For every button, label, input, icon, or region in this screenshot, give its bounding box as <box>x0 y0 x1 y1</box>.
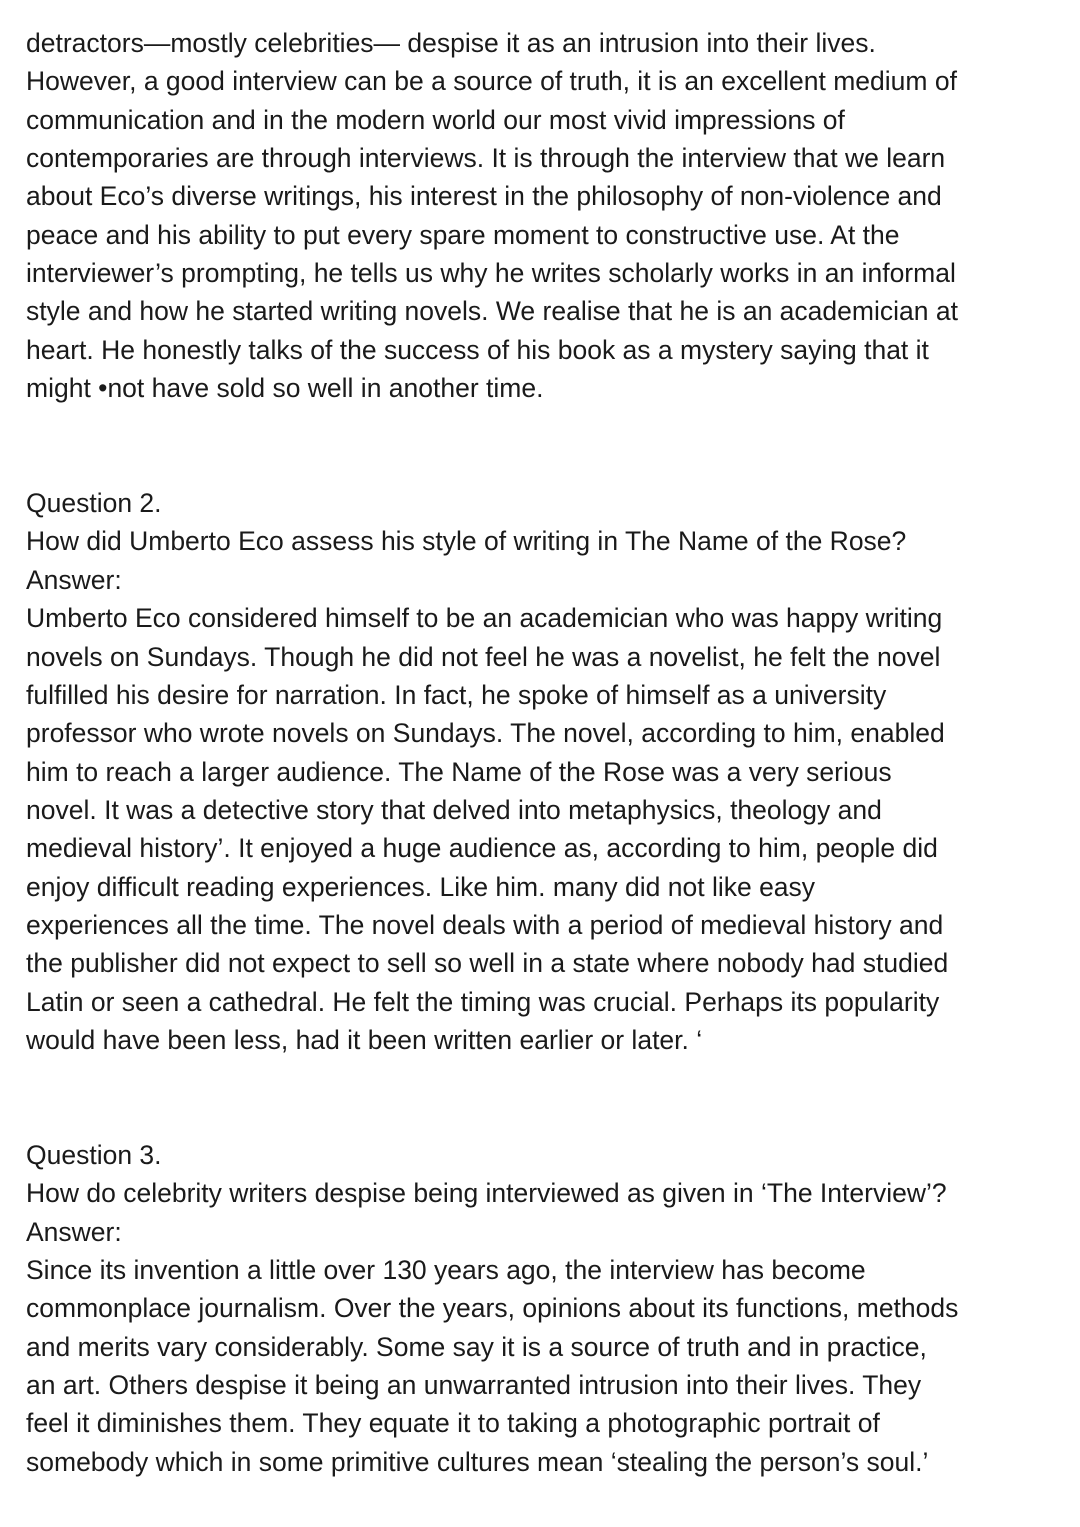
answer-line: novel. It was a detective story that delved into metaphysics, theology and <box>26 794 882 825</box>
question-text: How do celebrity writers despise being interviewed as given in ‘The Interview’? <box>26 1178 947 1209</box>
answer-line: Umberto Eco considered himself to be an academician who was happy writing <box>26 603 943 634</box>
answer-line: professor who wrote novels on Sundays. The novel, according to him, enabled <box>26 718 945 749</box>
intro-line: might •not have sold so well in another time. <box>26 373 544 404</box>
answer-line: the publisher did not expect to sell so well in a state where nobody had studied <box>26 948 949 979</box>
answer-line: an art. Others despise it being an unwarranted intrusion into their lives. They <box>26 1370 922 1401</box>
intro-line: style and how he started writing novels. We realise that he is an academician at <box>26 296 958 327</box>
section-gap <box>26 1059 1066 1136</box>
section-gap <box>26 407 1066 484</box>
answer-line: somebody which in some primitive cultures mean ‘stealing the person’s soul.’ <box>26 1446 929 1477</box>
question-heading: Question 2. <box>26 488 162 519</box>
answer-line: and merits vary considerably. Some say it is a source of truth and in practice, <box>26 1331 927 1362</box>
intro-line: heart. He honestly talks of the success of his book as a mystery saying that it <box>26 334 929 365</box>
question-heading: Question 3. <box>26 1139 162 1170</box>
answer-line: experiences all the time. The novel deals with a period of medieval history and <box>26 909 944 940</box>
answer-line: him to reach a larger audience. The Name of the Rose was a very serious <box>26 756 892 787</box>
answer-paragraph <box>26 1251 1066 1481</box>
intro-line: peace and his ability to put every spare moment to constructive use. At the <box>26 219 900 250</box>
intro-line: However, a good interview can be a source of truth, it is an excellent medium of <box>26 66 957 97</box>
intro-paragraph <box>26 24 1066 407</box>
answer-line: would have been less, had it been written earlier or later. ‘ <box>26 1024 703 1055</box>
answer-line: enjoy difficult reading experiences. Like him. many did not like easy <box>26 871 816 902</box>
answer-paragraph <box>26 599 1066 1059</box>
question-text: How did Umberto Eco assess his style of writing in The Name of the Rose? <box>26 526 907 557</box>
intro-line: detractors—mostly celebrities— despise it as an intrusion into their lives. <box>26 28 876 58</box>
answer-label: Answer: <box>26 1216 122 1247</box>
question-2-section <box>26 484 1066 1059</box>
intro-line: interviewer’s prompting, he tells us why he writes scholarly works in an informal <box>26 258 956 289</box>
answer-line: Latin or seen a cathedral. He felt the timing was crucial. Perhaps its popularity <box>26 986 940 1017</box>
answer-line: novels on Sundays. Though he did not feel he was a novelist, he felt the novel <box>26 641 941 672</box>
answer-label: Answer: <box>26 564 122 595</box>
intro-line: communication and in the modern world our most vivid impressions of <box>26 104 845 135</box>
intro-line: contemporaries are through interviews. It is through the interview that we learn <box>26 143 946 174</box>
answer-line: feel it diminishes them. They equate it to taking a photographic portrait of <box>26 1408 880 1439</box>
document-page <box>26 24 1066 1481</box>
answer-line: commonplace journalism. Over the years, opinions about its functions, methods <box>26 1293 959 1324</box>
question-3-section <box>26 1136 1066 1481</box>
answer-line: medieval history’. It enjoyed a huge audience as, according to him, people did <box>26 833 938 864</box>
answer-line: fulfilled his desire for narration. In fact, he spoke of himself as a university <box>26 679 887 710</box>
answer-line: Since its invention a little over 130 years ago, the interview has become <box>26 1255 866 1285</box>
intro-line: about Eco’s diverse writings, his interest in the philosophy of non-violence and <box>26 181 942 212</box>
